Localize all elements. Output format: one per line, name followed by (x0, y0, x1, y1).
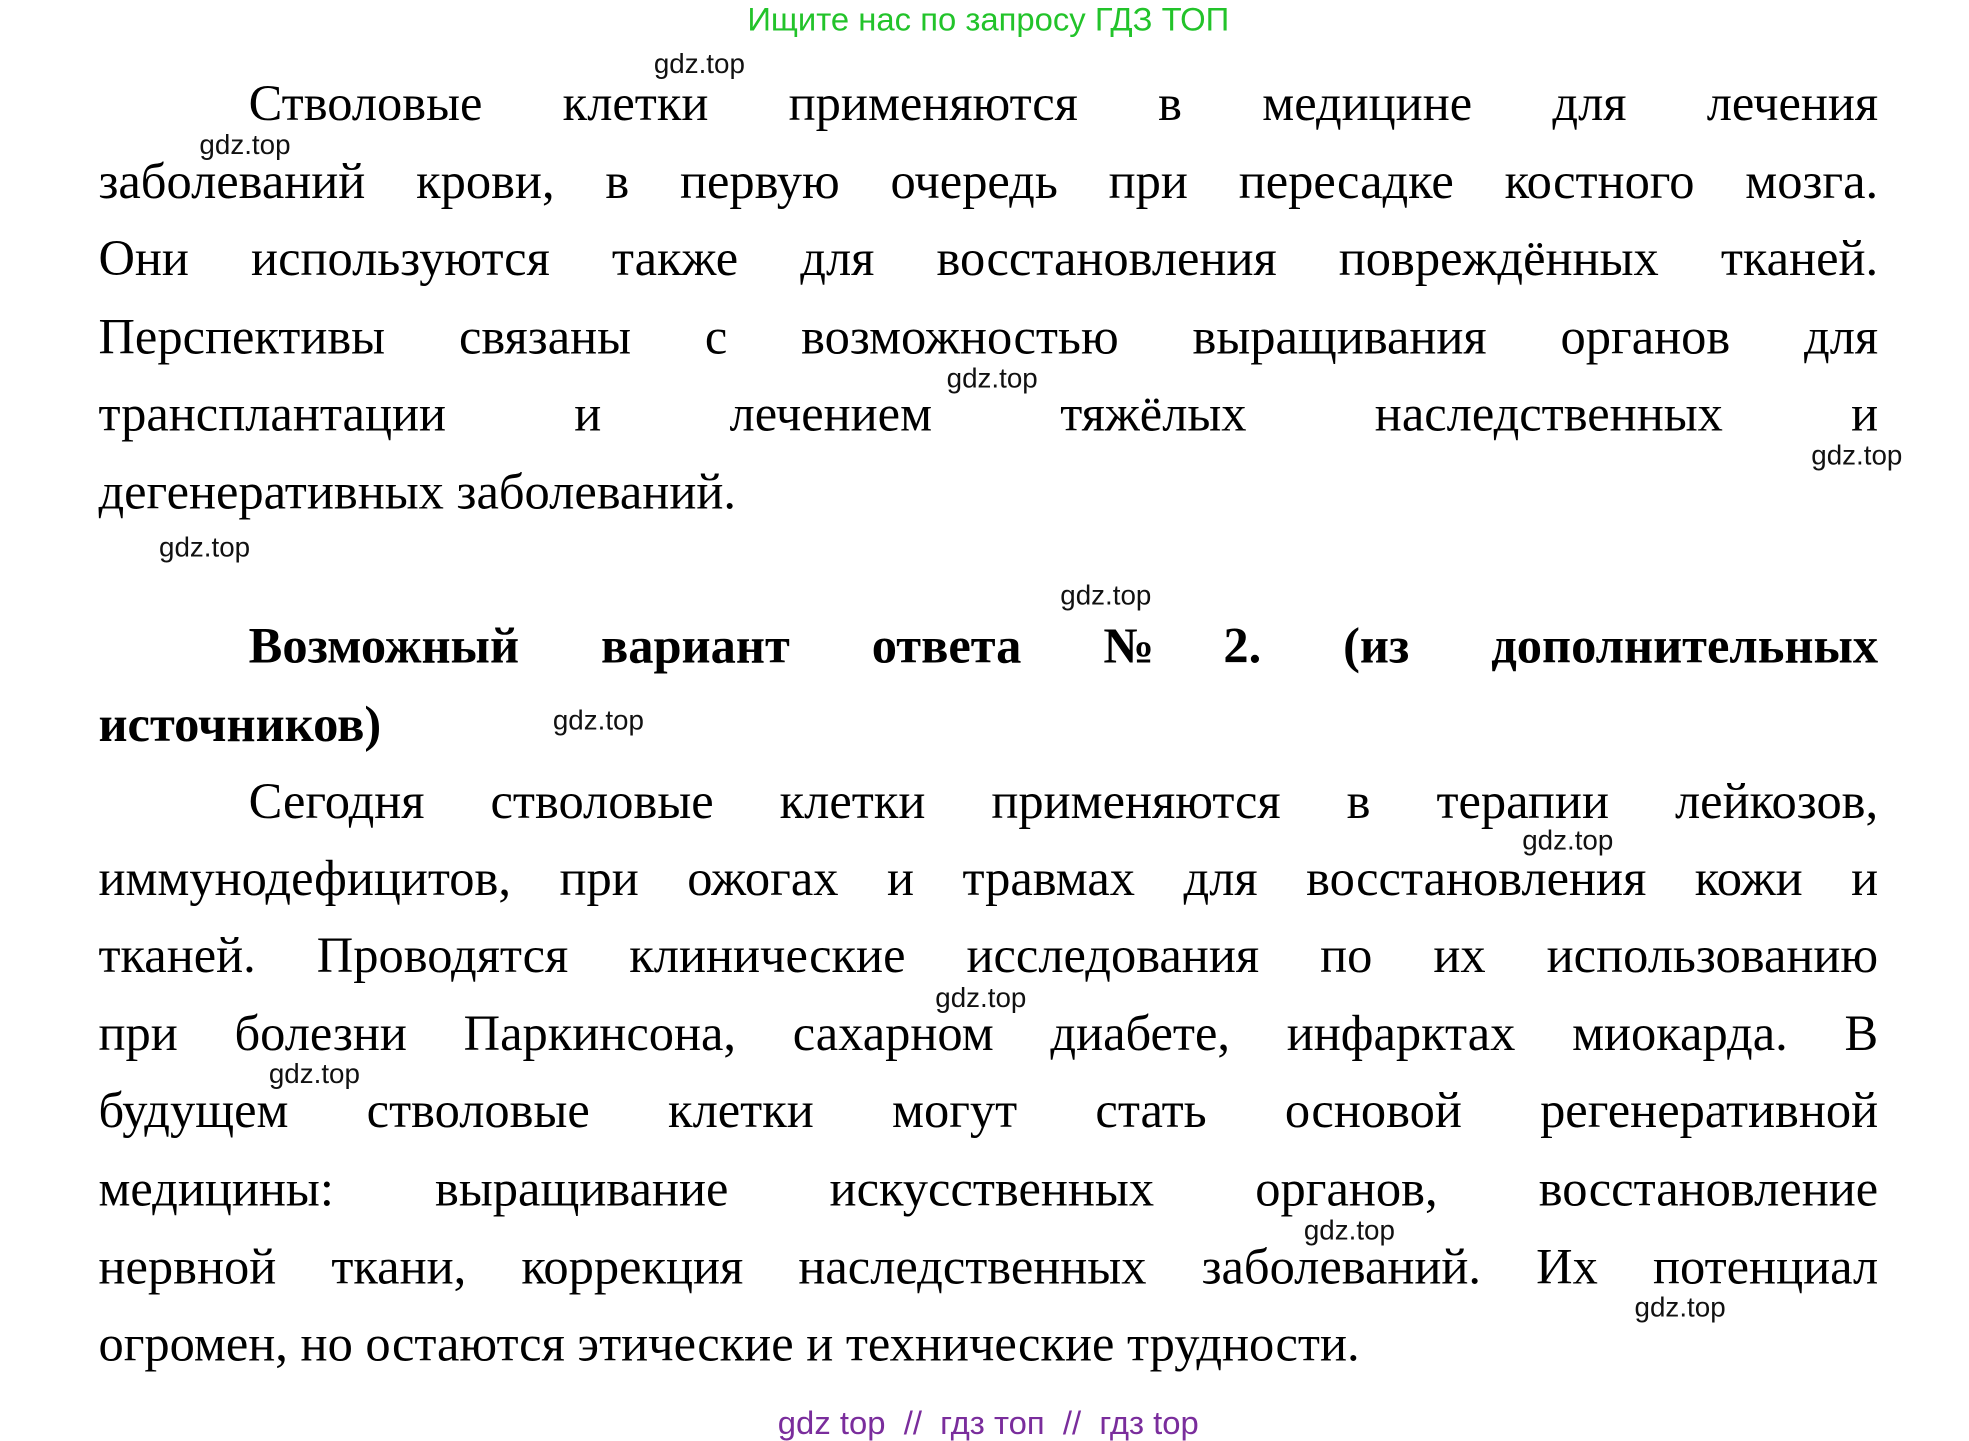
watermark: gdz.top (199, 128, 291, 161)
watermark: gdz.top (1303, 1214, 1395, 1246)
paragraph2-line: иммунодефицитов, при ожогах и травмах для восстановления кожи и (98, 849, 1879, 907)
paragraph1-line: дегенеративных заболеваний. (98, 463, 737, 521)
paragraph1-line: трансплантации и лечением тяжёлых наследственных и (98, 384, 1879, 442)
paragraph2-line: при болезни Паркинсона, сахарном диабете, инфарктах миокарда. В (98, 1004, 1879, 1062)
paragraph1-line: Стволовые клетки применяются в медицине для лечения (248, 74, 1879, 132)
watermark: gdz.top (1811, 439, 1903, 471)
footer-watermark: gdz top // гдз топ // гдз top (777, 1403, 1199, 1441)
watermark: gdz.top (552, 704, 644, 736)
watermark: gdz.top (1634, 1291, 1726, 1323)
paragraph2-line: тканей. Проводятся клинические исследования по их использованию (98, 926, 1879, 984)
watermark: gdz.top (1060, 579, 1152, 611)
watermark: gdz.top (946, 362, 1038, 394)
paragraph1-line: Перспективы связаны с возможностью выращивания органов для (98, 307, 1879, 365)
watermark: gdz.top (1522, 824, 1614, 856)
paragraph2-line: нервной ткани, коррекция наследственных заболеваний. Их потенциал (98, 1238, 1879, 1296)
search-hint-banner: Ищите нас по запросу ГДЗ ТОП (747, 0, 1230, 38)
watermark: gdz.top (268, 1057, 360, 1090)
paragraph2-line: будущем стволовые клетки могут стать основой регенеративной (98, 1081, 1879, 1139)
paragraph2-line: Сегодня стволовые клетки применяются в терапии лейкозов, (248, 772, 1879, 830)
watermark: gdz.top (653, 47, 745, 80)
section-heading: Возможный вариант ответа №2. (из дополнительных (248, 617, 1879, 675)
paragraph1-line: заболеваний крови, в первую очередь при пересадке костного мозга. (98, 152, 1879, 210)
watermark: gdz.top (159, 531, 251, 563)
watermark: gdz.top (935, 981, 1027, 1014)
paragraph2-line: медицины: выращивание искусственных органов, восстановление (98, 1159, 1879, 1217)
section-heading: источников) (98, 695, 382, 753)
paragraph2-line: огромен, но остаются этические и технические трудности. (98, 1315, 1360, 1373)
paragraph1-line: Они используются также для восстановления повреждённых тканей. (98, 229, 1879, 287)
